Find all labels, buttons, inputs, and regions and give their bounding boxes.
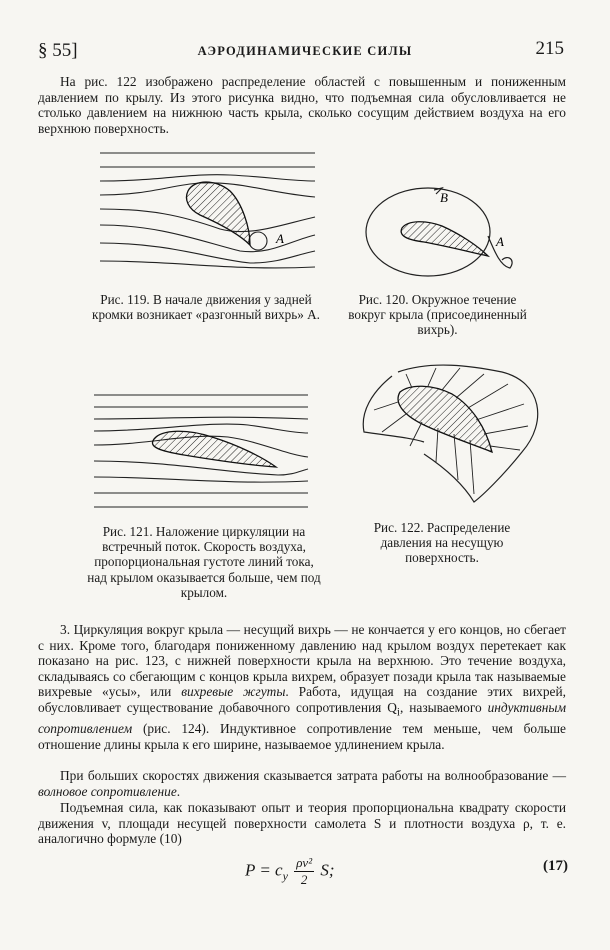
page-number: 215 [535,38,564,59]
q-subscript: i [396,706,400,719]
fig120-label-a: A [496,234,504,249]
paragraph-circulation [38,622,566,752]
formula-numerator: ρv² [296,855,313,870]
term-wave-drag: волновое сопротивление [38,783,177,799]
p2-text-b: . [176,783,181,799]
figure-122-caption: Рис. 122. Распределение давления на несущую поверхность. [373,520,511,566]
intro-paragraph: На рис. 122 изображено распределение областей с повышенным и пониженным давлением по крылу. Из этого рисунка видно, что подъемная сила обусловливается не столько давлением на нижнюю часть крыла, сколько сосущим действием воздуха на его верхнюю поверхность. [38,74,566,136]
p1-text-d: (рис. 124). Индуктивное сопротивление тем меньше, чем больше отношение длины крыла к его ширине, называемое удлинением крыла. [38,721,566,752]
formula-rhs: S; [320,860,335,880]
fig120-label-b: B [440,190,448,205]
figure-122 [352,362,552,507]
formula-sub: y [282,868,288,883]
formula-denominator: 2 [300,872,308,887]
formula-fraction [294,855,314,888]
figure-119 [90,145,330,285]
figure-120 [360,180,520,290]
p1-text-a: 3. Циркуляция вокруг крыла — несущий вихрь — не кончается у его концов, но сбегает с них. Кроме того, благодаря пониженному давлению над крылом воздух перетекает как показано на рис. 123, с нижней поверхности крыла на верхнюю. Это течение воздуха, складываясь со сбегающим с концов крыла вихрем, образует позади крыла так называемые вихревые «усы», или [38,622,566,700]
term-vortex-cords: вихревые жгуты [181,684,286,700]
figure-121-caption: Рис. 121. Наложение циркуляции на встречный поток. Скорость воздуха, пропорциональная густоте линий тока, над крылом оказывается больше, чем под крылом. [87,524,321,600]
paragraph-wave-drag [38,768,566,799]
term-induced-drag: индуктивным сопротивлением [38,699,566,737]
running-title: АЭРОДИНАМИЧЕСКИЕ СИЛЫ [197,44,413,58]
figure-119-caption: Рис. 119. В начале движения у задней кромки возникает «разгонный вихрь» А. [92,292,320,323]
p1-text-c: , называемого [400,699,488,715]
p2-text-a: При больших скоростях движения сказывается затрата работы на волнообразование — [60,768,566,783]
p1-text-b: . Работа, идущая на создание этих вихрей, обусловливает существование добавочного сопротивления Q [38,684,566,715]
section-number: § 55] [38,40,78,61]
figure-121 [88,385,313,520]
figure-120-caption: Рис. 120. Окружное течение вокруг крыла (присоединенный вихрь). [348,292,527,338]
fig119-label-a: A [276,231,284,246]
lift-formula [245,855,335,888]
equation-number: (17) [543,858,568,874]
paragraph-lift: Подъемная сила, как показывают опыт и теория пропорциональна квадрату скорости движения v, площади несущей поверхности самолета S и плотности воздуха ρ, т. е. аналогично формуле (10) [38,800,566,847]
formula-lhs: P = c [245,860,283,880]
